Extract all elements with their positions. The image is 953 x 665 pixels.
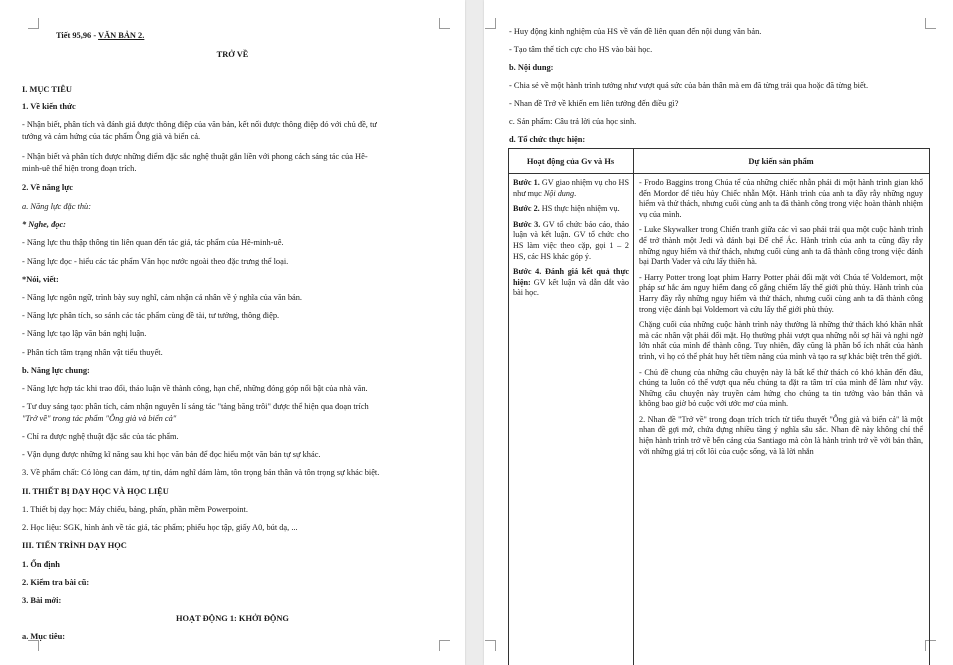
left-line-30: HOẠT ĐỘNG 1: KHỞI ĐỘNG bbox=[176, 614, 289, 623]
left-line-31: a. Mục tiêu: bbox=[22, 632, 66, 641]
right-line-3: - Chia sẻ về một hành trình tưởng như vượt quá sức của bản thân mà em đã từng trải qua hoặc đã từng biết. bbox=[509, 81, 869, 90]
crop-mark bbox=[439, 640, 450, 651]
left-line-9: - Năng lực thu thập thông tin liên quan đến tác giả, tác phẩm của Hê-minh-uê. bbox=[22, 238, 284, 247]
left-line-8: * Nghe, đọc: bbox=[22, 220, 66, 229]
right-line-1: - Tạo tâm thế tích cực cho HS vào bài học. bbox=[509, 45, 653, 54]
right-line-4: - Nhan đề Trở về khiến em liên tưởng đến điều gì? bbox=[509, 99, 679, 108]
header-separator: - bbox=[91, 31, 99, 40]
left-line-26: III. TIẾN TRÌNH DẠY HỌC bbox=[22, 541, 127, 550]
crop-mark bbox=[439, 18, 450, 29]
left-line-14: - Năng lực tạo lập văn bản nghị luận. bbox=[22, 329, 147, 338]
left-line-22: 3. Về phẩm chất: Có lòng can đảm, tự tin, dám nghĩ dám làm, tôn trọng bản thân và tôn trọng sự khác biệt. bbox=[22, 468, 380, 477]
left-line-16: b. Năng lực chung: bbox=[22, 366, 90, 375]
left-line-25: 2. Học liệu: SGK, hình ảnh về tác giả, tác phẩm; phiếu học tập, giấy A0, bút dạ, ... bbox=[22, 523, 298, 532]
product-paragraph-2: - Harry Potter trong loạt phim Harry Potter phải đối mặt với Chúa tể Voldemort, một pháp sư hắc ám nguy hiểm đang cố gắng chiếm lấy thế giới phù thủy. Hành trình của Harry đầy rẫy những nguy hiểm và thử thách, nhưng cuối cùng anh ta đã thành công trong việc đánh bại Voldemort và cứu lấy thế giới phù thủy. bbox=[639, 272, 923, 314]
table-steps-cell bbox=[513, 178, 629, 304]
left-line-23: II. THIẾT BỊ DẠY HỌC VÀ HỌC LIỆU bbox=[22, 487, 169, 496]
step-2: Bước 2. HS thực hiện nhiệm vụ. bbox=[513, 204, 620, 214]
left-page bbox=[0, 0, 465, 665]
left-line-19: "Trở về" trong tác phẩm "Ông già và biển cả" bbox=[22, 414, 177, 423]
left-line-2: - Nhận biết, phân tích và đánh giá được thông điệp của văn bản, kết nối được thông điệp đó với chủ đề, tư bbox=[22, 120, 377, 129]
table-column-divider bbox=[633, 148, 634, 665]
left-line-21: - Vận dụng được những kĩ năng sau khi học văn bản để đọc hiểu một văn bản tự sự khác. bbox=[22, 450, 321, 459]
document-title: TRỞ VỀ bbox=[216, 50, 249, 59]
product-paragraph-4: - Chủ đề chung của những câu chuyện này là bất kể thử thách có khó khăn đến đâu, chúng ta luôn có thể vượt qua nếu chúng ta đặt ra tâm trí của mình để làm như vậy. Những câu chuyện này truyền cảm hứng cho chúng ta tin tưởng vào bản thân và không bao giờ bỏ cuộc với ước mơ của mình. bbox=[639, 367, 923, 409]
left-line-5: minh-uê thể hiện trong đoạn trích. bbox=[22, 164, 137, 173]
table-header-product: Dự kiến sản phẩm bbox=[748, 157, 814, 166]
product-paragraph-3: Chặng cuối của những cuộc hành trình này thường là những thử thách khó khăn nhất mà các nhân vật phải đối mặt. Họ thường phải vượt qua những nỗi sợ hãi và nghi ngờ lớn nhất của mình để thành công. Tuy nhiên, đây cũng là phần bổ ích nhất của hành trình, vì họ có thể phát huy hết tiềm năng của mình và tạo ra sự khác biệt trên thế giới. bbox=[639, 320, 923, 361]
lesson-number: Tiết 95,96 bbox=[56, 31, 92, 40]
left-line-15: - Phân tích tâm trạng nhân vật tiểu thuyết. bbox=[22, 348, 163, 357]
left-line-13: - Năng lực phân tích, so sánh các tác phẩm cùng đề tài, tư tưởng, thông điệp. bbox=[22, 311, 280, 320]
crop-mark bbox=[28, 18, 39, 29]
left-line-3: tưởng và cảm hứng của tác phẩm Ông già và biển cả. bbox=[22, 132, 201, 141]
left-line-6: 2. Về năng lực bbox=[22, 183, 73, 192]
left-line-28: 2. Kiểm tra bài cũ: bbox=[22, 578, 90, 587]
lesson-header bbox=[56, 30, 144, 41]
left-line-4: - Nhận biết và phân tích được những điểm đặc sắc nghệ thuật gắn liền với phong cách sáng tác của Hê- bbox=[22, 152, 368, 161]
right-page bbox=[484, 0, 953, 665]
left-line-7: a. Năng lực đặc thù: bbox=[22, 202, 91, 211]
table-header-divider bbox=[508, 173, 929, 174]
product-paragraph-0: - Frodo Baggins trong Chúa tể của những chiếc nhẫn phải đi một hành trình gian khổ đến Mordor để tiêu hủy Chiếc nhẫn Một. Hành trình của anh ta đầy rẫy những nguy hiểm và thử thách, nhưng cuối cùng anh ta đã thành công trong việc hoàn thành nhiệm vụ của mình. bbox=[639, 178, 923, 219]
product-paragraph-5: 2. Nhan đề "Trở về" trong đoạn trích trích từ tiểu thuyết "Ông già và biển cả" là một nhan đề gợi mở, chứa đựng nhiều tầng ý nghĩa sâu sắc. Nhan đề này không chỉ thể hiện hành trình trở về bến cảng của Santiago mà còn là hành trình trở về với bản thân, với những giá trị cốt lõi của cuộc sống, và là lời nhắn bbox=[639, 414, 923, 456]
step-4: Bước 4. Đánh giá kết quả thực hiện: GV kết luận và dẫn dắt vào bài học. bbox=[513, 267, 629, 298]
left-line-0: I. MỤC TIÊU bbox=[22, 85, 72, 94]
step-3: Bước 3. GV tổ chức báo cáo, thảo luận và kết luận. GV tổ chức cho HS làm việc theo cặp, gọi 1 – 2 HS, các HS khác góp ý. bbox=[513, 219, 630, 261]
crop-mark bbox=[925, 18, 936, 29]
left-line-17: - Năng lực hợp tác khi trao đổi, thảo luận về thành công, hạn chế, những đóng góp nổi bật của nhà văn. bbox=[22, 384, 368, 393]
table-header-activity: Hoạt động của Gv và Hs bbox=[526, 157, 615, 166]
left-line-27: 1. Ổn định bbox=[22, 560, 60, 569]
left-line-29: 3. Bài mới: bbox=[22, 596, 62, 605]
left-line-1: 1. Về kiến thức bbox=[22, 102, 76, 111]
section-label: VĂN BẢN 2. bbox=[98, 31, 145, 40]
left-line-10: - Năng lực đọc - hiểu các tác phẩm Văn học nước ngoài theo đặc trưng thể loại. bbox=[22, 257, 289, 266]
table-products-cell bbox=[639, 178, 923, 462]
right-line-2: b. Nội dung: bbox=[509, 63, 554, 72]
right-line-6: d. Tổ chức thực hiện: bbox=[509, 135, 586, 144]
right-line-0: - Huy động kinh nghiệm của HS về vấn đề liên quan đến nội dung văn bản. bbox=[509, 27, 762, 36]
right-line-5: c. Sản phẩm: Câu trả lời của học sinh. bbox=[509, 117, 637, 126]
left-line-20: - Chỉ ra được nghệ thuật đặc sắc của tác phẩm. bbox=[22, 432, 179, 441]
left-line-24: 1. Thiết bị dạy học: Máy chiếu, bảng, phấn, phần mềm Powerpoint. bbox=[22, 505, 248, 514]
left-line-18: - Tư duy sáng tạo: phân tích, cảm nhận nguyên lí sáng tác "tảng băng trôi" được thể hiện qua đoạn trích bbox=[22, 402, 369, 411]
crop-mark bbox=[485, 18, 496, 29]
left-line-11: *Nói, viết: bbox=[22, 275, 59, 284]
left-line-12: - Năng lực ngôn ngữ, trình bày suy nghĩ, cảm nhận cá nhân về ý nghĩa của văn bản. bbox=[22, 293, 303, 302]
crop-mark bbox=[485, 640, 496, 651]
product-paragraph-1: - Luke Skywalker trong Chiến tranh giữa các vì sao phải trải qua một cuộc hành trình để trở thành một Jedi và đánh bại Đế chế Ác. Hành trình của anh ta cũng đầy rẫy những nguy hiểm và thử thách, nhưng cuối cùng anh ta đã thành công trong việc đánh bại Darth Vader và cứu lấy thiên hà. bbox=[639, 225, 923, 267]
step-1: Bước 1. GV giao nhiệm vụ cho HS như mục Nội dung. bbox=[513, 178, 630, 198]
